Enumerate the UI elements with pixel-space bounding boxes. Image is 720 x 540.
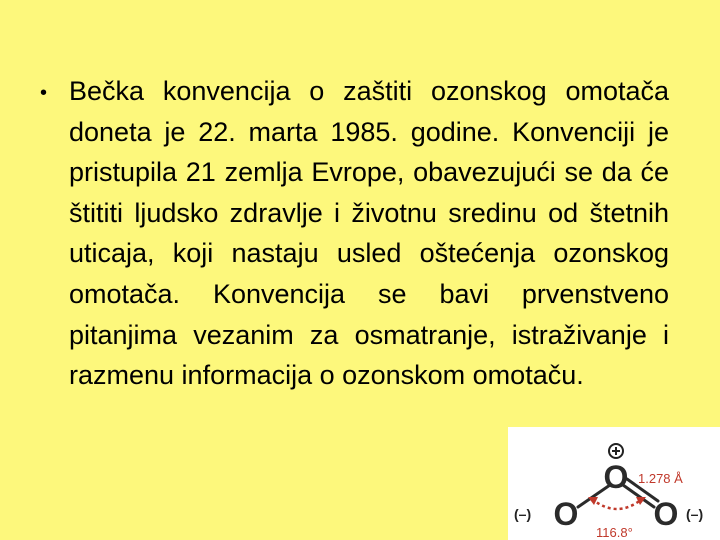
bond-angle-arc xyxy=(592,499,642,509)
right-charge-label: (–) xyxy=(686,506,704,522)
left-oxygen-atom: O xyxy=(553,496,579,532)
center-oxygen-atom: O xyxy=(603,459,629,495)
bullet-paragraph: Bečka konvencija o zaštiti ozonskog omotača doneta je 22. marta 1985. godine. Konvenciji je pristupila 21 zemlja Evrope, obavezujući se da će štititi ljudsko zdravlje i životnu sredinu od štetnih uticaja, koji nastaju usled oštećenja ozonskog omotača. Konvencija se bavi prvenstveno pitanjima vezanim za osmatranje, istraživanje i razmenu informacija o ozonskom omotaču. xyxy=(69,76,669,391)
left-charge-label: (–) xyxy=(514,506,532,522)
angle-arrow-left xyxy=(588,497,598,505)
bond-length-label: 1.278 Å xyxy=(638,471,683,486)
ozone-molecule-diagram xyxy=(508,427,720,540)
right-oxygen-atom: O xyxy=(653,496,679,532)
bond-angle-label: 116.8° xyxy=(596,525,633,540)
bullet-icon: • xyxy=(40,82,48,104)
ozone-structure-svg xyxy=(508,427,720,540)
